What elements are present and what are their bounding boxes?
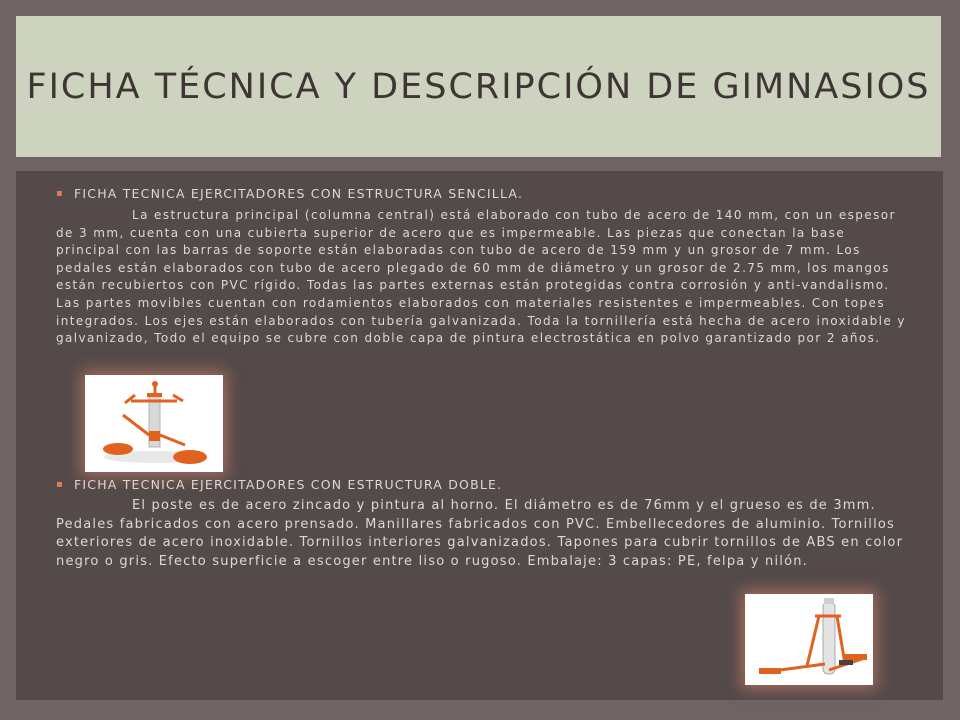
- section-2-text: El poste es de acero zincado y pintura al horno. El diámetro es de 76mm y el grueso es de 3mm. Pedales fabricados con acero prensado. Manillares fabricados con PVC. Embellecedores de aluminio. Tornillos exteriores de acero inoxidable. Tornillos interiores galvanizados. Tapones para cubrir tornillos de ABS en color negro o gris. Efecto superficie a escoger entre liso o rugoso. Embalaje: 3 capas: PE, felpa y nilón.: [56, 498, 904, 569]
- bullet-square-icon: ▪: [56, 479, 64, 490]
- bullet-square-icon: ▪: [56, 188, 64, 199]
- double-exerciser-image: [745, 594, 873, 685]
- section-2-heading-row: [56, 477, 502, 492]
- double-exerciser-illustration: [745, 594, 873, 685]
- title-bar: [16, 16, 941, 157]
- content-panel: [16, 171, 943, 700]
- single-exerciser-illustration: [85, 375, 223, 472]
- section-1-text: La estructura principal (columna central) está elaborado con tubo de acero de 140 mm, con un espesor de 3 mm, cuenta con una cubierta superior de acero que es impermeable. Las piezas que conectan la base principal con las barras de soporte están elaboradas con tubo de acero de 159 mm y un grosor de 7 mm. Los pedales están elaborados con tubo de acero plegado de 60 mm de diámetro y un grosor de 2.75 mm, los mangos están recubiertos con PVC rígido. Todas las partes externas están protegidas contra corrosión y anti-vandalismo. Las partes movibles cuentan con rodamientos elaborados con materiales resistentes e impermeables. Con topes integrados. Los ejes están elaborados con tubería galvanizada. Toda la tornillería está hecha de acero inoxidable y galvanizado, Todo el equipo se cubre con doble capa de pintura electrostática en polvo garantizado por 2 años.: [56, 208, 906, 346]
- section-1-heading: FICHA TECNICA EJERCITADORES CON ESTRUCTURA SENCILLA.: [73, 186, 524, 201]
- single-exerciser-image: [85, 375, 223, 472]
- section-1-heading-row: [56, 186, 523, 201]
- slide-title: FICHA TÉCNICA Y DESCRIPCIÓN DE GIMNASIOS: [26, 66, 931, 107]
- section-2-heading: FICHA TECNICA EJERCITADORES CON ESTRUCTURA DOBLE.: [73, 477, 503, 492]
